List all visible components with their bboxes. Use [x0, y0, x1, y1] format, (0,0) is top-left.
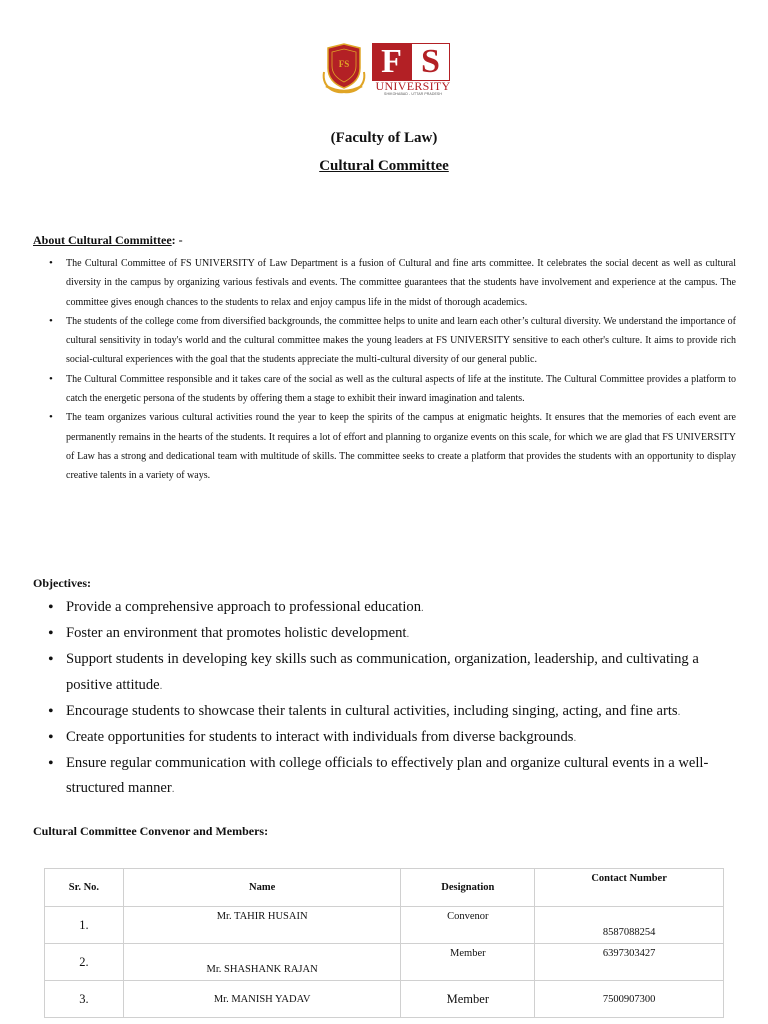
column-header-designation: Designation	[401, 869, 535, 907]
about-list-item: • The Cultural Committee of FS UNIVERSITY of Law Department is a fusion of Cultural and fine arts committee. It celebrates the social decent as well as cultural diversity in the campus by organizing various festivals and events. The committee guarantees that the students have involvement and experience at the campus. The committee gives enough chances to the students to relax and enjoy campus life in the midst of thorough academics.	[48, 254, 736, 312]
objective-text: Provide a comprehensive approach to professional education	[66, 599, 421, 615]
objective-item	[48, 751, 738, 802]
cell-contact: 6397303427	[535, 944, 724, 981]
objective-period: .	[406, 628, 410, 641]
objective-item	[48, 595, 738, 621]
logo-letter-f: F	[372, 43, 411, 81]
objective-text: Create opportunities for students to interact with individuals from diverse backgrounds	[66, 729, 574, 746]
table-row	[45, 981, 724, 1018]
cell-name: Mr. MANISH YADAV	[123, 981, 401, 1018]
cell-contact: 8587088254	[535, 907, 724, 944]
about-list-item: • The team organizes various cultural activities round the year to keep the spirits of the campus at enigmatic heights. It ensures that the memories of each event are permanently remains in the hearts of the students. It requires a lot of effort and planning to organize events on this scale, for which we are glad that FS UNIVERSITY of Law has a strong and dedicational team with multitude of skills. The committee seeks to create a platform that provides the students with an opportunity to display creative talents in a variety of ways.	[48, 408, 736, 485]
column-header-name: Name	[123, 869, 401, 907]
cell-designation: Member	[401, 981, 535, 1018]
university-logo	[318, 42, 452, 96]
table-row	[45, 907, 724, 944]
objectives-list	[48, 595, 738, 803]
cell-sr: 2.	[45, 944, 124, 981]
about-list-item: • The students of the college come from diversified backgrounds, the committee helps to unite and learn each other’s cultural diversity. We understand the importance of cultural sensitivity in today's world and the cultural committee makes the young leaders at FS UNIVERSITY sensitive to each other's culture. It aims to provide rich social-cultural experiences with the goal that the students appreciate the multi-cultural diversity of our general public.	[48, 312, 736, 370]
about-list	[48, 254, 736, 486]
members-table	[44, 868, 724, 1018]
fs-wordmark	[372, 43, 450, 81]
about-heading-suffix: : -	[171, 233, 183, 247]
cell-sr: 3.	[45, 981, 124, 1018]
objective-item	[48, 699, 738, 725]
shield-emblem-icon	[318, 42, 370, 96]
members-heading: Cultural Committee Convenor and Members:	[33, 824, 269, 838]
objective-text: Foster an environment that promotes holistic development	[66, 625, 407, 642]
column-header-sr: Sr. No.	[45, 869, 124, 907]
cell-name: Mr. SHASHANK RAJAN	[123, 944, 401, 981]
logo-university-text: UNIVERSITY	[375, 79, 451, 93]
logo-location-text: SHIKOHABAD - UTTAR PRADESH	[384, 92, 442, 96]
objective-period: .	[171, 783, 175, 796]
objective-item	[48, 725, 738, 751]
about-heading-label: About Cultural Committee	[33, 233, 172, 247]
objective-period: .	[677, 705, 681, 718]
faculty-title: (Faculty of Law)	[330, 130, 438, 146]
objective-period: .	[421, 602, 424, 614]
objective-item	[48, 621, 738, 647]
logo-letter-s: S	[411, 43, 450, 81]
cell-sr: 1.	[45, 907, 124, 944]
objective-period: .	[573, 732, 577, 745]
about-list-item: • The Cultural Committee responsible and it takes care of the social as well as the cultural aspects of life at the institute. The Cultural Committee provides a platform to catch the energetic persona of the students by offering them a stage to exhibit their inward imagination and talents.	[48, 370, 736, 409]
objectives-heading: Objectives:	[33, 576, 91, 590]
cell-designation: Member	[401, 944, 535, 981]
objective-item	[48, 647, 738, 698]
table-row	[45, 944, 724, 981]
objective-text: Support students in developing key skills such as communication, organization, leadership, and cultivating a positive attitude	[66, 651, 699, 693]
about-heading	[33, 233, 183, 248]
cell-designation: Convenor	[401, 907, 535, 944]
objective-text: Encourage students to showcase their talents in cultural activities, including singing, acting, and fine arts	[66, 702, 678, 719]
cell-name: Mr. TAHIR HUSAIN	[123, 907, 401, 944]
page-title: Cultural Committee	[319, 158, 449, 174]
objective-period: .	[159, 679, 163, 692]
table-header-row	[45, 869, 724, 907]
shield-text: FS	[338, 59, 350, 69]
cell-contact: 7500907300	[535, 981, 724, 1018]
objective-text: Ensure regular communication with college officials to effectively plan and organize cultural events in a well-structured manner	[66, 755, 709, 797]
column-header-contact: Contact Number	[535, 869, 724, 907]
